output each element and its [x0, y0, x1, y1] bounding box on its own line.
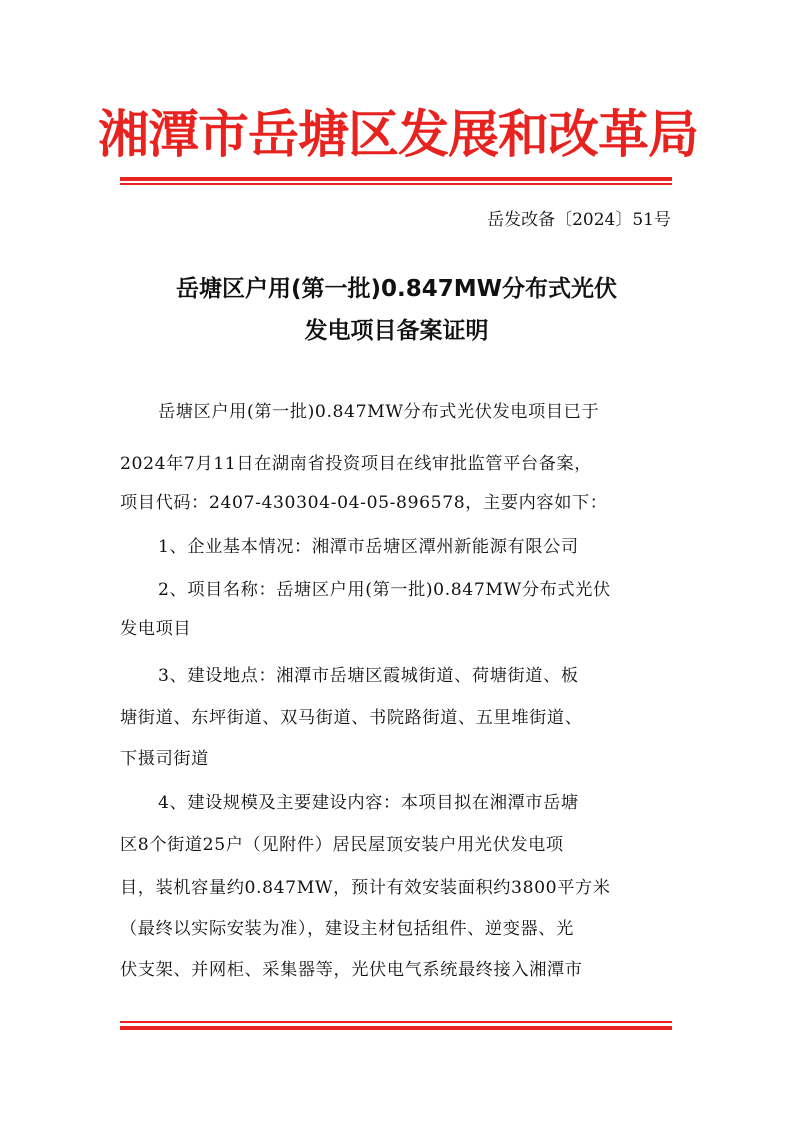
footer-rule-thick	[120, 1026, 672, 1030]
body-line: 岳塘区户用(第一批)0.847MW分布式光伏发电项目已于	[158, 402, 600, 422]
body-line: 塘街道、东坪街道、双马街道、书院路街道、五里堆街道、	[120, 708, 583, 728]
body-line: 下摄司街道	[120, 749, 209, 769]
body-line: 2024年7月11日在湖南省投资项目在线审批监管平台备案，	[120, 454, 593, 474]
body-line: 发电项目	[120, 619, 192, 639]
body-line: 4、建设规模及主要建设内容：本项目拟在湘潭市岳塘	[158, 793, 579, 813]
body-line: 区8个街道25户（见附件）居民屋顶安装户用光伏发电项	[120, 835, 564, 855]
body-line: 项目代码：2407-430304-04-05-896578，主要内容如下：	[120, 493, 608, 513]
body-line: 1、企业基本情况：湘潭市岳塘区潭州新能源有限公司	[158, 537, 579, 557]
body-line: 3、建设地点：湘潭市岳塘区霞城街道、荷塘街道、板	[158, 666, 579, 686]
header-rule-thin	[120, 183, 672, 185]
body-line: 2、项目名称：岳塘区户用(第一批)0.847MW分布式光伏	[158, 580, 611, 600]
body-line: （最终以实际安装为准），建设主材包括组件、逆变器、光	[120, 919, 574, 939]
document-number: 岳发改备〔2024〕51号	[487, 210, 671, 230]
document-title-line-2: 发电项目备案证明	[304, 318, 489, 344]
body-line: 伏支架、并网柜、采集器等，光伏电气系统最终接入湘潭市	[120, 960, 583, 980]
issuing-authority-header: 湘潭市岳塘区发展和改革局	[98, 106, 699, 165]
header-rule-thick	[120, 177, 672, 181]
footer-rule-thin	[120, 1021, 672, 1023]
document-title-line-1: 岳塘区户用(第一批)0.847MW分布式光伏	[175, 276, 618, 302]
body-line: 目，装机容量约0.847MW，预计有效安装面积约3800平方米	[120, 878, 611, 898]
